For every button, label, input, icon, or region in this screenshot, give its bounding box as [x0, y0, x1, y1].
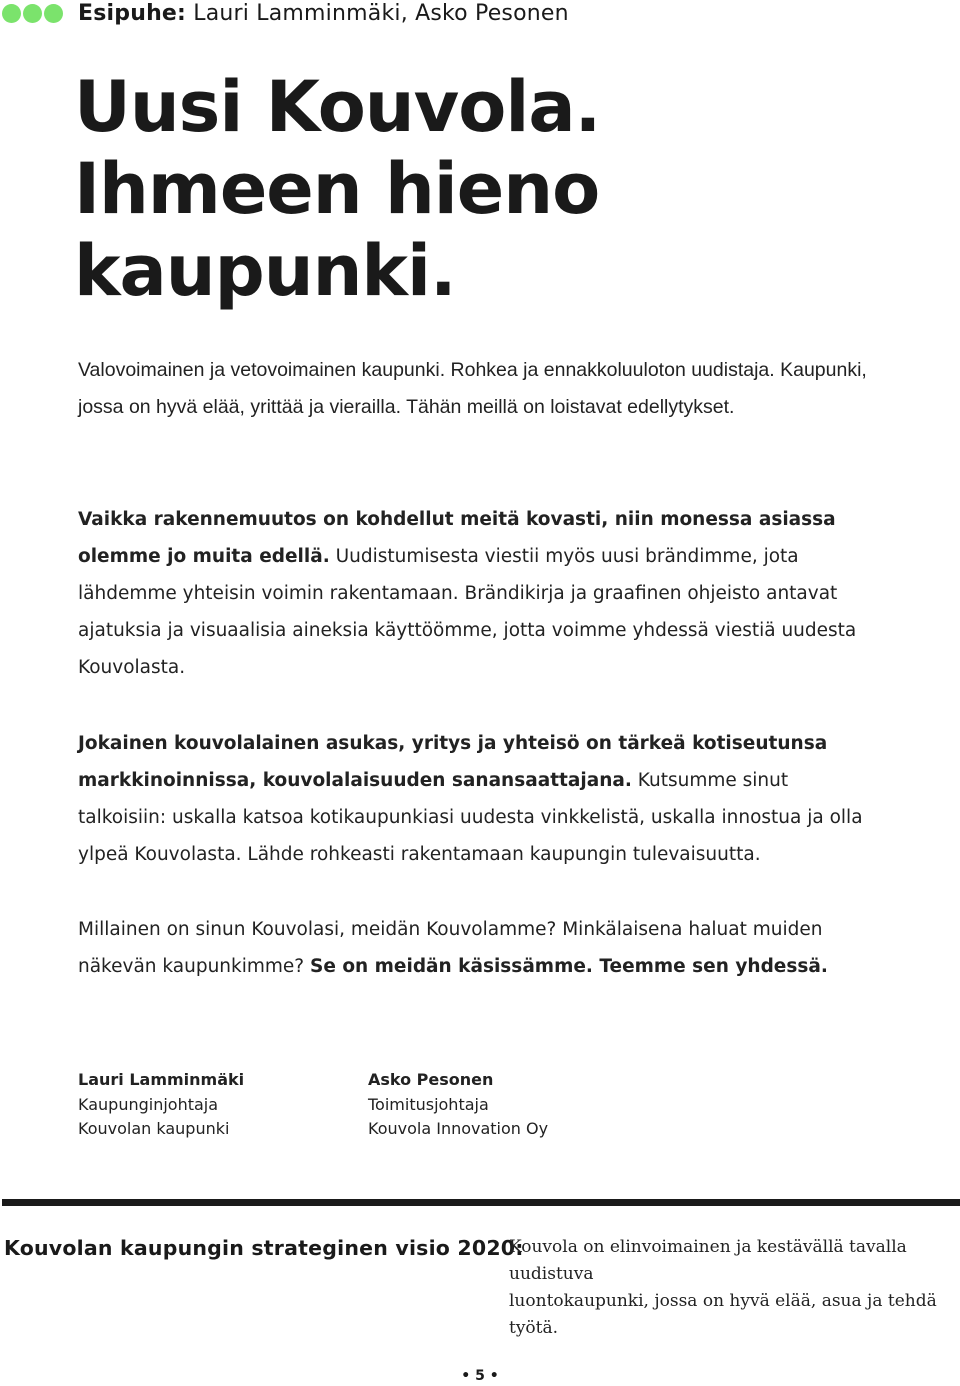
- signature-role: Kaupunginjohtaja: [78, 1094, 219, 1114]
- intro-paragraph: Valovoimainen ja vetovoimainen kaupunki. Rohkea ja ennakkoluuloton uudistaja. Kaupunki, jossa on hyvä elää, yrittää ja vierailla. Tähän meillä on loistavat edellytykset.: [78, 359, 867, 418]
- community-paragraph-body: Kutsumme sinut talkoisiin: uskalla katsoa kotikaupunkiasi uudesta vinkkelistä, uskalla innostua ja olla ylpeä Kouvolasta. Lähde rohkeasti rakentamaan kaupungin tulevaisuutta.: [78, 770, 863, 865]
- signature-name: Lauri Lamminmäki: [78, 1070, 245, 1089]
- brand-paragraph: [78, 501, 878, 686]
- title-line: Uusi Kouvola.: [74, 66, 601, 148]
- green-dot-icon: [23, 4, 42, 23]
- community-paragraph-lead: Jokainen kouvolalainen asukas, yritys ja yhteisö on tärkeä kotiseutunsa markkinoinnissa, kouvolalaisuuden sanansaattajana.: [78, 733, 828, 791]
- section-label: Esipuhe:: [78, 1, 187, 26]
- closing-paragraph-body: Millainen on sinun Kouvolasi, meidän Kouvolamme? Minkälaisena haluat muiden näkevän kaupunkimme?: [78, 919, 823, 977]
- signature-pesonen: [368, 1068, 548, 1142]
- signature-lamminmaki: [78, 1068, 244, 1142]
- closing-paragraph: [78, 911, 878, 985]
- vision-line: Kouvola on elinvoimainen ja kestävällä tavalla uudistuva: [509, 1237, 907, 1284]
- page-number: • 5 •: [461, 1368, 499, 1384]
- green-dot-icon: [44, 4, 63, 23]
- brand-paragraph-lead: Vaikka rakennemuutos on kohdellut meitä kovasti, niin monessa asiassa olemme jo muita edellä.: [78, 509, 836, 567]
- header-dots: [2, 4, 63, 23]
- title-line: Ihmeen hieno: [74, 148, 600, 230]
- brand-paragraph-body: Uudistumisesta viestii myös uusi brändimme, jota lähdemme yhteisin voimin rakentamaan. Brändikirja ja graafinen ohjeisto antavat ajatuksia ja visuaalisia aineksia käyttöömme, jotta voimme yhdessä viestiä uudesta Kouvolasta.: [78, 546, 857, 678]
- divider-rule: [2, 1199, 960, 1206]
- signature-name: Asko Pesonen: [368, 1070, 494, 1089]
- signature-role: Toimitusjohtaja: [368, 1094, 489, 1114]
- title-line: kaupunki.: [74, 230, 456, 312]
- vision-label: Kouvolan kaupungin strateginen visio 2020:: [4, 1236, 524, 1260]
- vision-line: luontokaupunki, jossa on hyvä elää, asua ja tehdä työtä.: [509, 1291, 937, 1338]
- community-paragraph: [78, 725, 878, 873]
- closing-paragraph-lead: Se on meidän käsissämme. Teemme sen yhdessä.: [310, 956, 828, 977]
- page-title: [74, 66, 600, 312]
- section-authors: Lauri Lamminmäki, Asko Pesonen: [186, 1, 569, 26]
- vision-text: [509, 1234, 959, 1342]
- signature-org: Kouvola Innovation Oy: [368, 1119, 549, 1138]
- green-dot-icon: [2, 4, 21, 23]
- signature-org: Kouvolan kaupunki: [78, 1119, 230, 1138]
- section-header: [78, 0, 569, 28]
